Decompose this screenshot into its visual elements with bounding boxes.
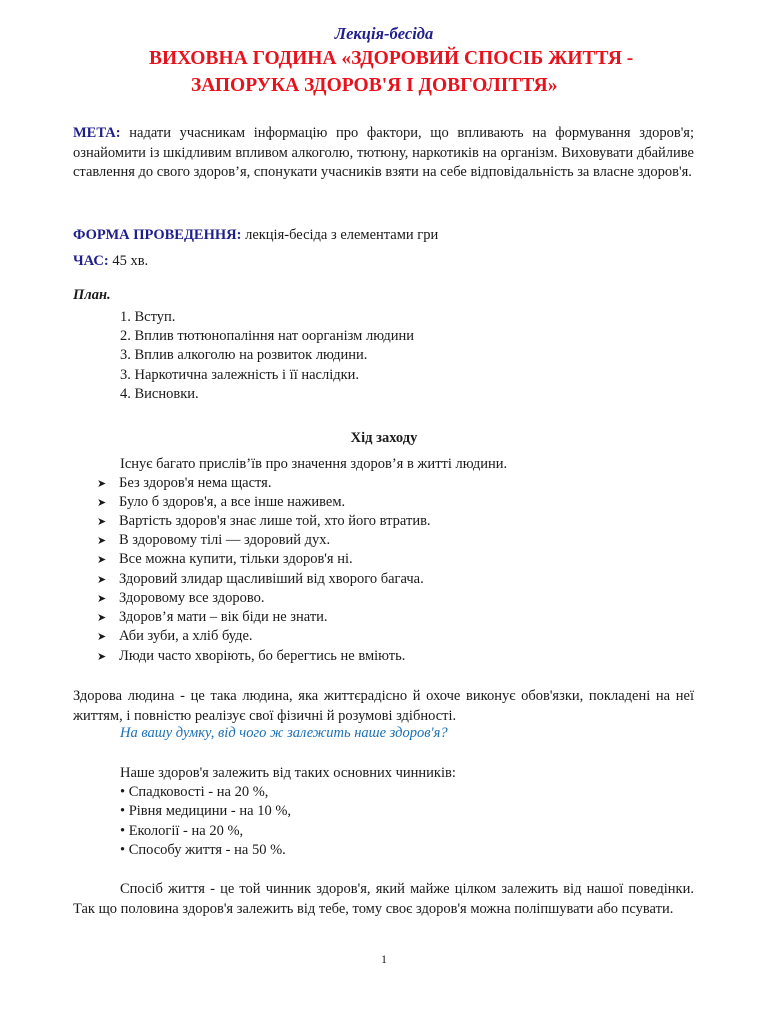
proverb-item: ➤ Здоров’я мати – вік біди не знати.: [97, 609, 328, 625]
plan-heading: План.: [73, 287, 111, 303]
proverb-item: ➤ Було б здоров'я, а все інше наживем.: [97, 494, 346, 510]
form-text: лекція-бесіда з елементами гри: [245, 227, 439, 243]
arrow-bullet-icon: ➤: [97, 478, 107, 490]
factor-item: • Екології - на 20 %,: [120, 823, 244, 839]
proverb-item: ➤ Вартість здоров'я знає лише той, хто його втратив.: [97, 513, 431, 529]
arrow-bullet-icon: ➤: [97, 631, 107, 643]
arrow-bullet-icon: ➤: [97, 497, 107, 509]
document-subtitle: Лекція-бесіда: [334, 24, 434, 43]
goal-paragraph: [73, 124, 694, 183]
time-line: [73, 253, 148, 270]
arrow-bullet-icon: ➤: [97, 516, 107, 528]
lifestyle-paragraph: Спосіб життя - це той чинник здоров'я, який майже цілком залежить від нашої поведінки. Так що половина здоров'я залежить від тебе, тому своє здоров'я можна поліпшувати або псувати.: [73, 881, 694, 917]
factor-item: • Способу життя - на 50 %.: [120, 842, 286, 858]
proverb-item: ➤ Все можна купити, тільки здоров'я ні.: [97, 551, 353, 567]
page-number: 1: [381, 952, 387, 966]
healthy-person-paragraph: Здорова людина - це така людина, яка життєрадісно й охоче виконує обов'язки, покладені на неї життям, і повністю реалізує свої фізичні й розумові здібності.: [73, 688, 694, 724]
document-title-line1: ВИХОВНА ГОДИНА «ЗДОРОВИЙ СПОСІБ ЖИТТЯ -: [149, 48, 634, 69]
course-heading: Хід заходу: [350, 430, 418, 446]
plan-item: 3. Наркотична залежність і її наслідки.: [120, 367, 360, 383]
goal-label: МЕТА:: [73, 125, 121, 141]
factors-intro: Наше здоров'я залежить від таких основних чинників:: [120, 765, 456, 781]
plan-item: 4. Висновки.: [120, 386, 199, 402]
arrow-bullet-icon: ➤: [97, 535, 107, 547]
plan-item: 3. Вплив алкоголю на розвиток людини.: [120, 347, 368, 363]
factor-item: • Спадковості - на 20 %,: [120, 784, 269, 800]
time-text: 45 хв.: [112, 253, 149, 269]
arrow-bullet-icon: ➤: [97, 574, 107, 586]
arrow-bullet-icon: ➤: [97, 593, 107, 605]
document-title-line2: ЗАПОРУКА ЗДОРОВ'Я І ДОВГОЛІТТЯ»: [191, 75, 558, 96]
plan-item: 2. Вплив тютюнопаління нат оорганізм людини: [120, 328, 414, 344]
arrow-bullet-icon: ➤: [97, 651, 107, 663]
time-label: ЧАС:: [73, 253, 109, 269]
plan-item: 1. Вступ.: [120, 309, 176, 325]
proverb-item: ➤ Без здоров'я нема щастя.: [97, 475, 272, 491]
arrow-bullet-icon: ➤: [97, 554, 107, 566]
arrow-bullet-icon: ➤: [97, 612, 107, 624]
question-line: На вашу думку, від чого ж залежить наше здоров'я?: [120, 725, 448, 741]
proverb-item: ➤ В здоровому тілі — здоровий дух.: [97, 532, 331, 548]
goal-text: надати учасникам інформацію про фактори, що впливають на формування здоров'я; ознайомити із шкідливим впливом алкоголю, тютюну, наркотиків на організм. Виховувати дбайливе ставлення до свого здоров’я, спонукати учасників взяти на себе відповідальність за власне здоров'я.: [73, 125, 694, 180]
proverb-item: ➤ Люди часто хворіють, бо берегтись не вміють.: [97, 648, 406, 664]
proverb-item: ➤ Здоровому все здорово.: [97, 590, 265, 606]
course-intro: Існує багато прислів’їв про значення здоров’я в житті людини.: [120, 456, 508, 472]
factor-item: • Рівня медицини - на 10 %,: [120, 803, 292, 819]
proverb-item: ➤ Здоровий злидар щасливіший від хворого багача.: [97, 571, 424, 587]
proverb-item: ➤ Аби зуби, а хліб буде.: [97, 628, 253, 644]
form-label: ФОРМА ПРОВЕДЕННЯ:: [73, 227, 242, 243]
form-line: [73, 227, 438, 244]
